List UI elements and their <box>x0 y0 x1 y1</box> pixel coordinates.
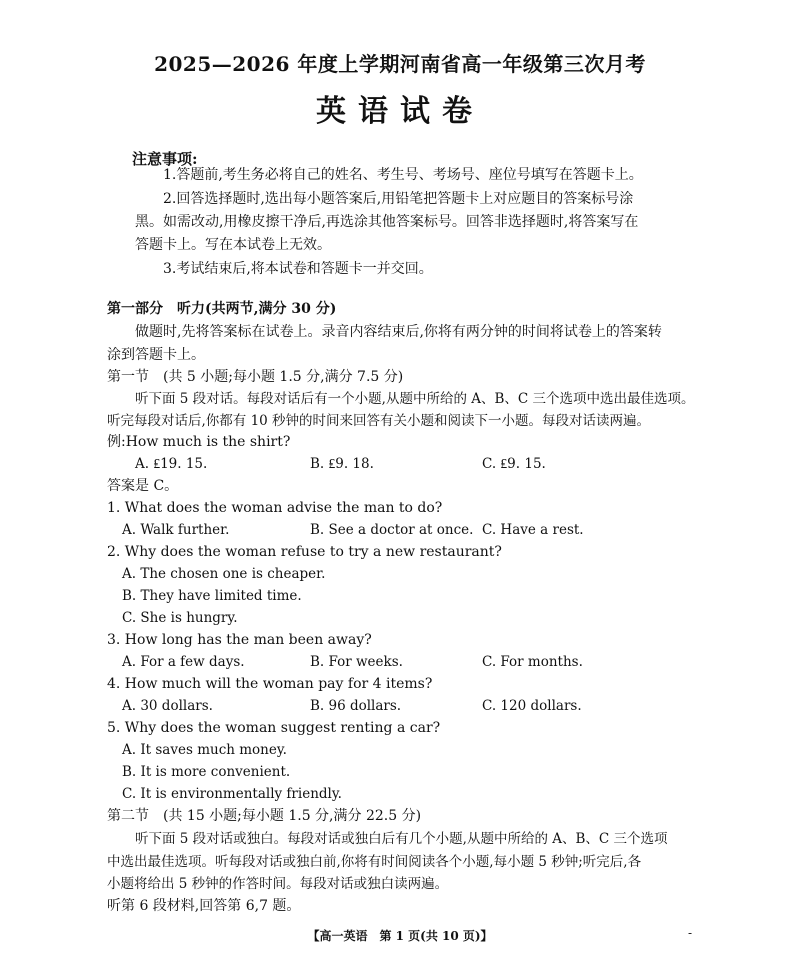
q3-option-c: C. For months. <box>482 654 583 670</box>
page-footer: 【高一英语 第 1 页(共 10 页)】 <box>307 929 493 943</box>
section1-directions-line-2: 听完每段对话后,你都有 10 秒钟的时间来回答有关小题和阅读下一小题。每段对话读两遍。 <box>107 413 651 429</box>
q2-option-c: C. She is hungry. <box>122 610 238 626</box>
q4-option-a: A. 30 dollars. <box>122 698 213 714</box>
section1-heading: 第一节 (共 5 小题;每小题 1.5 分,满分 7.5 分) <box>107 369 404 385</box>
section2-directions-line-1: 听下面 5 段对话或独白。每段对话或独白后有几个小题,从题中所给的 A、B、C 三个选项 <box>135 831 668 847</box>
example-option-c: C. ₤9. 15. <box>482 456 546 472</box>
part1-intro-line-1: 做题时,先将答案标在试卷上。录音内容结束后,你将有两分钟的时间将试卷上的答案转 <box>135 324 662 340</box>
footer-mark: - <box>688 926 693 940</box>
question-4: 4. How much will the woman pay for 4 items? <box>107 676 433 692</box>
q3-option-a: A. For a few days. <box>122 654 245 670</box>
notice-item-2-line-3: 答题卡上。写在本试卷上无效。 <box>135 237 331 253</box>
question-2: 2. Why does the woman refuse to try a new restaurant? <box>107 544 502 560</box>
q2-option-a: A. The chosen one is cheaper. <box>122 566 326 582</box>
question-5: 5. Why does the woman suggest renting a car? <box>107 720 441 736</box>
question-1: 1. What does the woman advise the man to do? <box>107 500 443 516</box>
section2-heading: 第二节 (共 15 小题;每小题 1.5 分,满分 22.5 分) <box>107 808 422 824</box>
q5-option-b: B. It is more convenient. <box>122 764 291 780</box>
part1-heading: 第一部分 听力(共两节,满分 30 分) <box>107 301 337 317</box>
part1-intro-line-2: 涂到答题卡上。 <box>107 347 205 363</box>
example-option-b: B. ₤9. 18. <box>310 456 374 472</box>
example-question: 例:How much is the shirt? <box>107 434 291 450</box>
example-option-a: A. ₤19. 15. <box>135 456 208 472</box>
q5-option-c: C. It is environmentally friendly. <box>122 786 342 802</box>
q1-option-a: A. Walk further. <box>122 522 230 538</box>
notice-heading: 注意事项: <box>132 150 198 168</box>
q2-option-b: B. They have limited time. <box>122 588 302 604</box>
section1-directions-line-1: 听下面 5 段对话。每段对话后有一个小题,从题中所给的 A、B、C 三个选项中选出最佳选项。 <box>135 391 695 407</box>
notice-item-3: 3.考试结束后,将本试卷和答题卡一并交回。 <box>163 261 433 277</box>
q4-option-b: B. 96 dollars. <box>310 698 402 714</box>
q5-option-a: A. It saves much money. <box>122 742 287 758</box>
q1-option-c: C. Have a rest. <box>482 522 584 538</box>
notice-item-2-line-1: 2.回答选择题时,选出每小题答案后,用铅笔把答题卡上对应题目的答案标号涂 <box>163 191 634 207</box>
section2-directions-line-2: 中选出最佳选项。听每段对话或独白前,你将有时间阅读各个小题,每小题 5 秒钟;听完后,各 <box>107 854 642 870</box>
q4-option-c: C. 120 dollars. <box>482 698 582 714</box>
question-3: 3. How long has the man been away? <box>107 632 372 648</box>
section2-directions-line-3: 小题将给出 5 秒钟的作答时间。每段对话或独白读两遍。 <box>107 876 449 892</box>
notice-item-1: 1.答题前,考生务必将自己的姓名、考生号、考场号、座位号填写在答题卡上。 <box>163 167 643 183</box>
material-instruction: 听第 6 段材料,回答第 6,7 题。 <box>107 898 301 914</box>
q3-option-b: B. For weeks. <box>310 654 403 670</box>
q1-option-b: B. See a doctor at once. <box>310 522 474 538</box>
exam-title: 2025—2026 年度上学期河南省高一年级第三次月考 <box>154 52 646 76</box>
subject-title: 英语试卷 <box>316 94 484 129</box>
notice-item-2-line-2: 黑。如需改动,用橡皮擦干净后,再选涂其他答案标号。回答非选择题时,将答案写在 <box>135 214 639 230</box>
example-answer: 答案是 C。 <box>107 478 179 494</box>
